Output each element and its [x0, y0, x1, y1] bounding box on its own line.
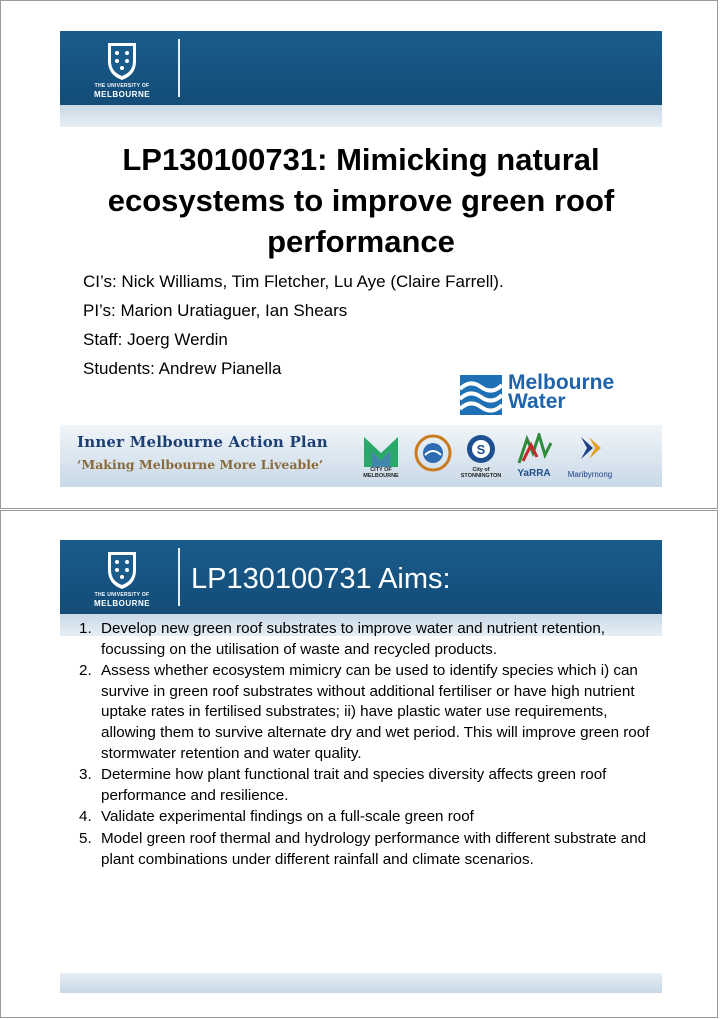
- imap-title: Inner Melbourne Action Plan: [77, 433, 328, 451]
- melbourne-water-line1: Melbourne: [508, 371, 615, 394]
- aims-list: [79, 619, 659, 871]
- slide-title: LP130100731: Mimicking natural ecosystems to improve green roof performance: [107, 142, 615, 259]
- stonnington-logo: [459, 433, 503, 479]
- list-item: 5. Model green roof thermal and hydrology performance with different substrate and plant combinations under different rainfall and climate scenarios.: [79, 829, 647, 868]
- council-label-melbourne: CITY OF MELBOURNE: [363, 467, 399, 479]
- list-item: 1. Develop new green roof substrates to improve water and nutrient retention, focussing on the utilisation of waste and recycled products.: [79, 620, 605, 658]
- university-line1: THE UNIVERSITY OF: [94, 83, 150, 89]
- council-label-maribyrnong: Maribyrnong: [567, 470, 613, 479]
- divider: [178, 39, 180, 97]
- city-of-melbourne-logo: [358, 433, 404, 479]
- crest-shield-icon: [106, 41, 138, 81]
- council-label-stonnington: City of STONNINGTON: [460, 467, 502, 479]
- divider: [178, 548, 180, 606]
- credit-staff: Staff: Joerg Werdin: [83, 330, 228, 349]
- imap-tagline: ‘Making Melbourne More Liveable’: [77, 457, 324, 472]
- credit-ci: CI’s: Nick Williams, Tim Fletcher, Lu Aye (Claire Farrell).: [83, 272, 504, 291]
- council-label-yarra: YaRRA: [517, 468, 551, 479]
- university-line1: THE UNIVERSITY OF: [94, 592, 150, 598]
- university-crest: [94, 550, 150, 608]
- slide-2: [0, 510, 718, 1018]
- crest-shield-icon: [106, 550, 138, 590]
- wave-icon: [460, 375, 502, 415]
- slide-title: LP130100731 Aims:: [191, 563, 451, 595]
- credit-pi: PI’s: Marion Uratiaguer, Ian Shears: [83, 301, 348, 320]
- university-line2: MELBOURNE: [94, 90, 151, 99]
- list-item: 4. Validate experimental findings on a full-scale green roof: [79, 808, 474, 826]
- maribyrnong-logo: [563, 433, 617, 479]
- header-banner: [60, 31, 662, 105]
- port-phillip-logo: [411, 433, 455, 479]
- credits-list: [83, 267, 504, 383]
- header-strip: [60, 105, 662, 127]
- footer-strip: [60, 973, 662, 993]
- svg-text:S: S: [476, 442, 486, 457]
- credit-students: Students: Andrew Pianella: [83, 359, 282, 378]
- university-line2: MELBOURNE: [94, 599, 151, 608]
- melbourne-water-logo: [460, 373, 640, 419]
- header-banner: [60, 540, 662, 614]
- university-crest: [94, 41, 150, 99]
- yarra-logo: [509, 433, 559, 479]
- melbourne-water-line2: Water: [508, 390, 566, 413]
- list-item: 3. Determine how plant functional trait and species diversity affects green roof performance and resilience.: [79, 766, 607, 804]
- list-item: 2. Assess whether ecosystem mimicry can be used to identify species which i) can survive in green roof substrates without additional fertiliser or have high nutrient uptake rates in fertilised substrates; ii) have plastic water use requirements, allowing them to survive alternate dry and wet period. This will improve green roof stormwater retention and water quality.: [79, 662, 650, 762]
- slide-1: [0, 0, 718, 509]
